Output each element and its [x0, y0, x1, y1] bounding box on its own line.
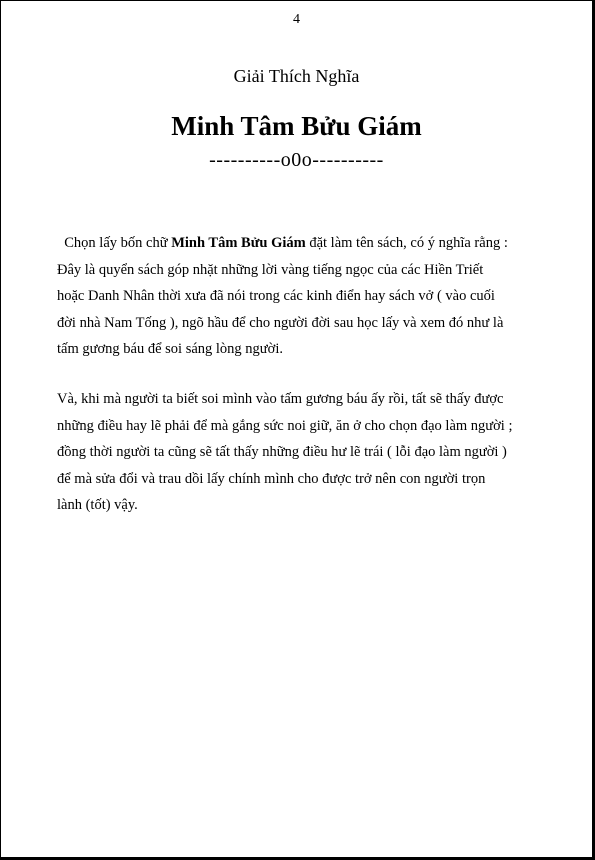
paragraph-intro — [57, 230, 557, 363]
paragraph-line: những điều hay lẽ phải để mà gắng sức noi giữ, ăn ở cho chọn đạo làm người ; — [57, 417, 513, 434]
paragraph-text: Chọn lấy bốn chữ — [64, 235, 172, 251]
page-number: 4 — [293, 12, 300, 27]
paragraph-line: Và, khi mà người ta biết soi mình vào tấm gương báu ấy rồi, tất sẽ thấy được — [57, 391, 504, 407]
paragraph-explanation — [57, 386, 557, 519]
paragraph-line: đặt làm tên sách, có ý nghĩa rằng : — [305, 235, 508, 251]
paragraph-line: đời nhà Nam Tống ), ngõ hầu để cho người đời sau học lấy và xem đó như là — [57, 314, 504, 331]
paragraph-line: hoặc Danh Nhân thời xưa đã nói trong các kinh điển hay sách vở ( vào cuối — [57, 288, 495, 304]
page-title: Minh Tâm Bửu Giám — [171, 111, 422, 141]
paragraph-line: tấm gương báu để soi sáng lòng người. — [57, 341, 283, 357]
paragraph-line: lành (tốt) vậy. — [57, 497, 138, 513]
paragraph-line: đồng thời người ta cũng sẽ tất thấy những điều hư lẽ trái ( lỗi đạo làm người ) — [57, 444, 507, 460]
paragraph-line: để mà sửa đổi và trau dồi lấy chính mình cho được trở nên con người trọn — [57, 470, 486, 487]
book-title-emphasis: Minh Tâm Bửu Giám — [171, 235, 306, 251]
page-subtitle: Giải Thích Nghĩa — [233, 66, 360, 86]
paragraph-line: Đây là quyển sách góp nhặt những lời vàng tiếng ngọc của các Hiền Triết — [57, 261, 484, 278]
title-separator: ----------o0o---------- — [209, 149, 384, 171]
